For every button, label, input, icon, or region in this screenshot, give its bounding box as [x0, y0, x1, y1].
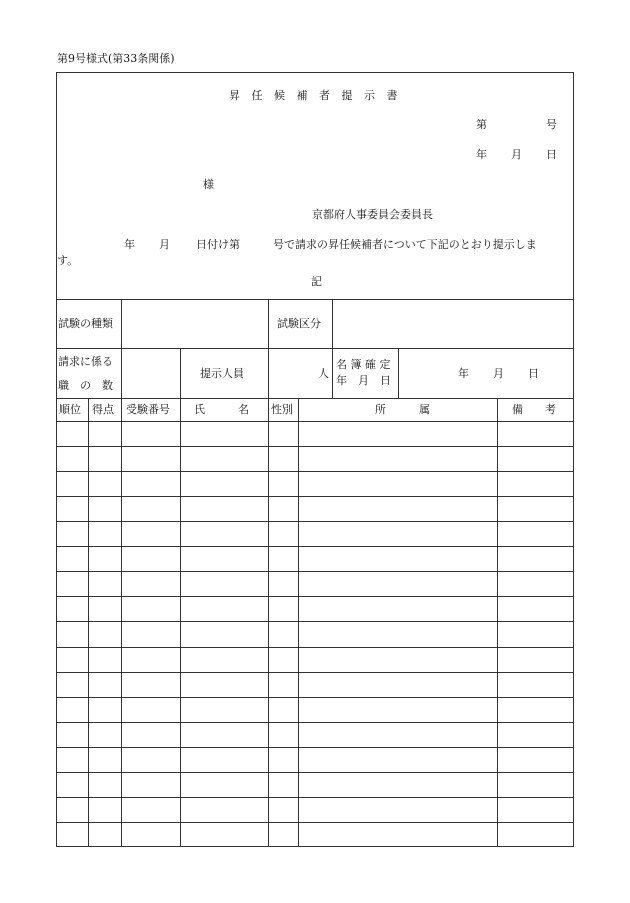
- number-dai: 第: [476, 118, 487, 131]
- table-column-rule: [121, 398, 122, 847]
- table-column-rule: [88, 398, 89, 847]
- table-row: [56, 722, 574, 723]
- body-nen: 年: [124, 238, 135, 251]
- table-column-rule: [298, 398, 299, 847]
- number-go: 号: [546, 118, 557, 131]
- table-row: [56, 546, 574, 547]
- table-row: [56, 747, 574, 748]
- table-column-rule: [180, 398, 181, 847]
- rule: [398, 348, 399, 398]
- presented-count-label: 提示人員: [200, 367, 244, 380]
- table-header-affiliation: 所 属: [375, 403, 430, 416]
- table-column-rule: [497, 398, 498, 847]
- exam-type-label: 試験の種類: [58, 317, 113, 330]
- request-count-label-1: 請求に係る: [58, 355, 113, 368]
- document-title: 昇 任 候 補 者 提 示 書: [229, 89, 402, 102]
- rule: [121, 299, 122, 348]
- date-nen: 年: [476, 148, 487, 161]
- roster-date-tsuki: 月: [493, 367, 504, 380]
- ki-mark: 記: [311, 275, 322, 288]
- addressee-suffix: 様: [203, 178, 214, 191]
- table-header-gender: 性別: [271, 403, 293, 416]
- table-row: [56, 496, 574, 497]
- body-text-end: す。: [57, 254, 79, 267]
- table-header-exam-number: 受験番号: [126, 403, 170, 416]
- rule: [180, 348, 181, 398]
- date-tsuki: 月: [511, 148, 522, 161]
- rule: [332, 348, 333, 398]
- roster-date-nen: 年: [458, 367, 469, 380]
- rule: [56, 299, 574, 300]
- rule: [121, 348, 122, 398]
- issuer-title: 京都府人事委員会委員長: [312, 208, 433, 221]
- table-header-rank: 順位: [59, 403, 81, 416]
- roster-date-hi: 日: [528, 367, 539, 380]
- rule: [332, 299, 333, 348]
- rule: [268, 299, 269, 348]
- table-row: [56, 471, 574, 472]
- roster-confirm-label-2: 年 月 日: [336, 374, 391, 387]
- form-caption: 第9号様式(第33条関係): [57, 52, 175, 65]
- table-row: [56, 621, 574, 622]
- rule: [56, 348, 574, 349]
- table-row: [56, 672, 574, 673]
- table-column-rule: [268, 398, 269, 847]
- body-tsuki: 月: [159, 238, 170, 251]
- table-row: [56, 596, 574, 597]
- table-row: [56, 571, 574, 572]
- table-header-score: 得点: [92, 403, 114, 416]
- table-row: [56, 772, 574, 773]
- table-header-remarks: 備 考: [512, 403, 556, 416]
- date-hi: 日: [546, 148, 557, 161]
- table-row: [56, 521, 574, 522]
- body-text: 日付け第 号で請求の昇任候補者について下記のとおり提示しま: [196, 238, 537, 251]
- table-header-name: 氏 名: [194, 403, 249, 416]
- request-count-label-2: 職 の 数: [58, 379, 113, 392]
- table-row: [56, 697, 574, 698]
- rule: [268, 348, 269, 398]
- table-row: [56, 822, 574, 823]
- table-row: [56, 446, 574, 447]
- exam-division-label: 試験区分: [277, 317, 321, 330]
- roster-confirm-label-1: 名 簿 確 定: [336, 358, 391, 371]
- table-row: [56, 797, 574, 798]
- table-row: [56, 647, 574, 648]
- nin-unit: 人: [318, 367, 329, 380]
